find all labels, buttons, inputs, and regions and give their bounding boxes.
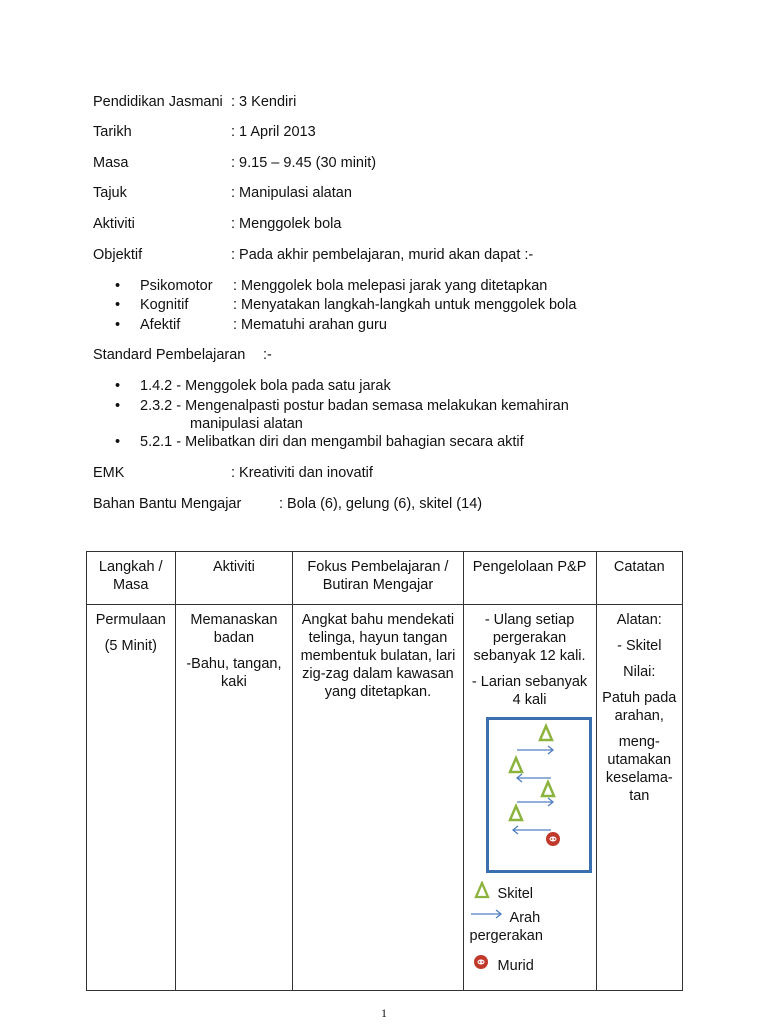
date-value: : 1 April 2013 [231,124,316,140]
legend-skitel-label: Skitel [497,886,534,902]
note-safety: meng-utamakan keselama-tan [605,734,673,804]
note-equipment: Alatan: [616,612,662,628]
header-notes: Catatan [596,552,682,605]
header-management: Pengelolaan P&P [463,552,596,605]
subject-row [93,94,297,110]
objective-label: Objektif [93,247,143,263]
emk-row [93,465,373,481]
standard-text: manipulasi alatan [190,416,303,432]
objective-text: : Menyatakan langkah-langkah untuk menggolek bola [233,297,577,313]
management-repeat: - Ulang setiap pergerakan sebanyak 12 kali. [473,612,586,664]
step-cell [87,605,176,991]
skitel-icon [474,881,490,899]
legend-murid-label: Murid [497,958,534,974]
emk-value: : Kreativiti dan inovatif [231,465,373,481]
skitel-icon [510,806,522,820]
time-value: : 9.15 – 9.45 (30 minit) [231,155,377,171]
focus-cell [293,605,463,991]
emk-label: EMK [93,465,125,481]
zigzag-diagram-svg [489,720,589,870]
standard-row [93,347,272,363]
topic-label: Tajuk [93,185,127,201]
arrow-icon [517,774,551,782]
standard-label: Standard Pembelajaran [93,347,246,363]
activity-label: Aktiviti [93,216,135,232]
topic-row [93,185,352,201]
bbm-label: Bahan Bantu Mengajar [93,496,242,512]
step-duration: (5 Minit) [104,638,157,654]
arrow-icon [517,798,553,806]
topic-value: : Manipulasi alatan [231,185,352,201]
header-activity: Aktiviti [175,552,293,605]
legend-murid [468,955,592,979]
diagram-legend [468,883,592,979]
management-run: - Larian sebanyak 4 kali [471,674,588,708]
bullet: • [115,378,121,394]
skitel-icon [510,758,522,772]
bullet: • [115,297,121,313]
skitel-icon [540,726,552,740]
zigzag-diagram [486,717,592,873]
bullet: • [115,278,121,294]
objective-domain: Afektif [140,317,181,333]
objective-value: : Pada akhir pembelajaran, murid akan dapat :- [231,247,534,263]
step-name: Permulaan [95,612,166,628]
standard-sep: :- [263,347,272,363]
objective-row [93,247,534,263]
time-label: Masa [93,155,129,171]
activity-value: : Menggolek bola [231,216,342,232]
notes-cell [596,605,682,991]
table-header-row [87,552,683,605]
focus-text: Angkat bahu mendekati telinga, hayun tangan membentuk bulatan, lari zig-zag dalam kawasan yang ditetapkan. [300,612,456,700]
legend-skitel [468,883,592,907]
note-values: Nilai: [623,664,656,680]
header-step: Langkah / Masa [87,552,176,605]
standard-text: 2.3.2 - Mengenalpasti postur badan semasa melakukan kemahiran [140,398,569,414]
note-obey: Patuh pada arahan, [602,690,677,724]
arrow-icon [517,746,553,754]
table-row [87,605,683,991]
bbm-value: : Bola (6), gelung (6), skitel (14) [279,496,483,512]
activity-main: Memanaskan badan [190,612,278,646]
arrow-icon [470,909,504,919]
legend-arrow-cont [468,927,592,955]
bbm-row [93,496,483,512]
date-row [93,124,316,140]
note-skitel: - Skitel [617,638,662,654]
objective-domain: Kognitif [140,297,189,313]
murid-icon [472,953,490,971]
standard-text: 5.2.1 - Melibatkan diri dan mengambil bahagian secara aktif [140,434,524,450]
page-number: 1 [381,1006,387,1020]
objective-text: : Menggolek bola melepasi jarak yang ditetapkan [233,278,548,294]
header-focus: Fokus Pembelajaran / Butiran Mengajar [293,552,463,605]
objective-domain: Psikomotor [140,278,213,294]
objective-text: : Mematuhi arahan guru [233,317,387,333]
subject-label: Pendidikan Jasmani [93,94,223,110]
subject-value: : 3 Kendiri [231,94,297,110]
legend-arrow-label: Arah [509,910,541,926]
skitel-icon [542,782,554,796]
murid-icon [546,832,560,846]
bullet: • [115,398,121,414]
management-cell [463,605,596,991]
activity-detail: -Bahu, tangan, kaki [186,656,282,690]
legend-arrow [468,907,592,927]
standard-text: 1.4.2 - Menggolek bola pada satu jarak [140,378,391,394]
date-label: Tarikh [93,124,132,140]
activity-cell [175,605,293,991]
time-row [93,155,377,171]
lesson-plan-table [86,551,683,991]
activity-row [93,216,342,232]
bullet: • [115,434,121,450]
bullet: • [115,317,121,333]
legend-arrow-label-2: pergerakan [469,928,543,944]
arrow-icon [513,826,551,834]
